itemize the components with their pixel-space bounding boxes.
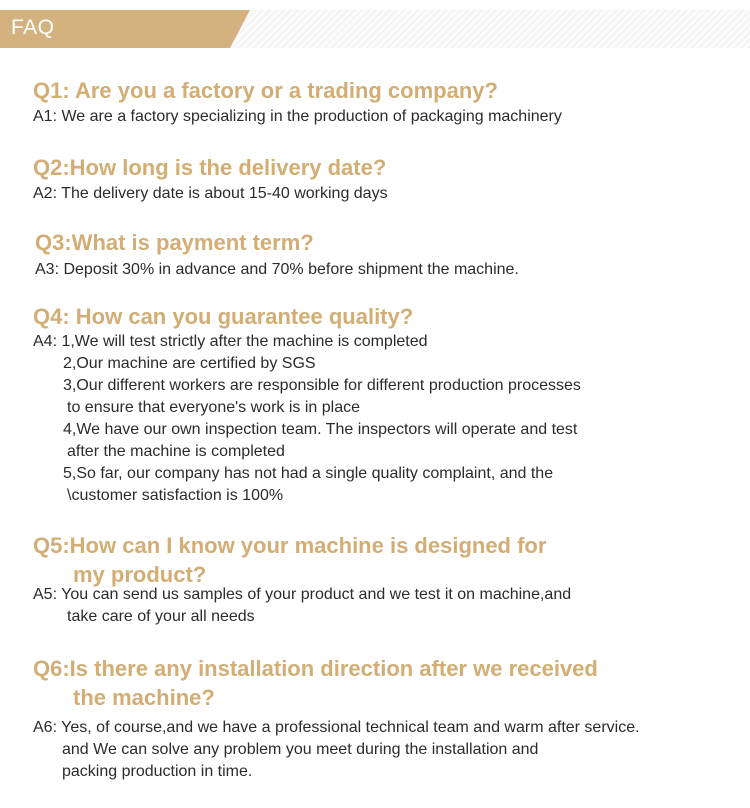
answer-4-line-3: 3,Our different workers are responsible for different production processes bbox=[63, 377, 581, 394]
answer-5-line-2: take care of your all needs bbox=[67, 608, 255, 625]
answer-4-line-4: to ensure that everyone's work is in place bbox=[67, 399, 360, 416]
question-6-line-2: the machine? bbox=[73, 685, 215, 710]
answer-6-line-2: and We can solve any problem you meet during the installation and bbox=[62, 741, 539, 758]
answer-5-line-1: A5: You can send us samples of your product and we test it on machine,and bbox=[33, 586, 572, 603]
question-1: Q1: Are you a factory or a trading company? bbox=[33, 78, 498, 103]
answer-4-line-2: 2,Our machine are certified by SGS bbox=[63, 355, 316, 372]
page-title: FAQ bbox=[11, 16, 55, 39]
answer-6-line-3: packing production in time. bbox=[62, 763, 253, 780]
question-6-line-1: Q6:Is there any installation direction after we received bbox=[33, 656, 598, 681]
answer-4-line-5: 4,We have our own inspection team. The inspectors will operate and test bbox=[63, 421, 578, 438]
answer-4-line-8: \customer satisfaction is 100% bbox=[67, 487, 284, 504]
answer-4-line-7: 5,So far, our company has not had a single quality complaint, and the bbox=[63, 465, 554, 482]
answer-1: A1: We are a factory specializing in the production of packaging machinery bbox=[33, 108, 562, 125]
answer-2: A2: The delivery date is about 15-40 working days bbox=[33, 185, 388, 202]
question-5-line-1: Q5:How can I know your machine is designed for bbox=[33, 533, 547, 558]
answer-4-line-1: A4: 1,We will test strictly after the machine is completed bbox=[33, 333, 428, 350]
question-4: Q4: How can you guarantee quality? bbox=[33, 304, 414, 329]
question-2: Q2:How long is the delivery date? bbox=[33, 155, 387, 180]
question-3: Q3:What is payment term? bbox=[35, 230, 314, 255]
answer-4-line-6: after the machine is completed bbox=[67, 443, 285, 460]
answer-3: A3: Deposit 30% in advance and 70% before shipment the machine. bbox=[35, 261, 519, 278]
question-5-line-2: my product? bbox=[73, 562, 207, 587]
answer-6-line-1: A6: Yes, of course,and we have a professional technical team and warm after service. bbox=[33, 719, 640, 736]
